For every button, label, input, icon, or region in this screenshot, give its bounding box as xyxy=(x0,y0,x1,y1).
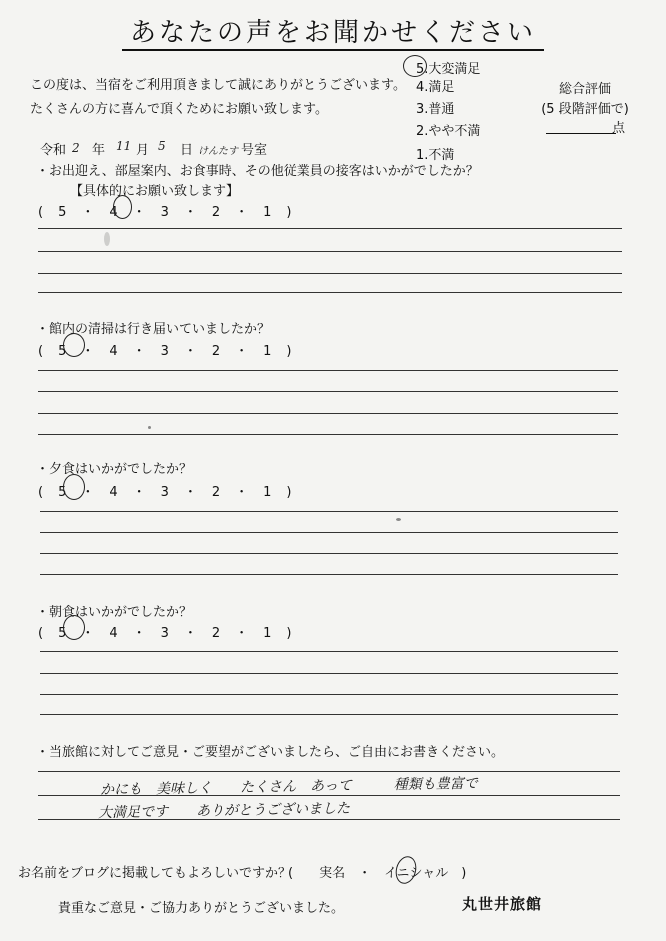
q2-line-2 xyxy=(38,391,618,392)
legend-mark-circle xyxy=(403,55,427,77)
date-room-label: 号室 xyxy=(241,143,268,158)
q1-line-1 xyxy=(38,228,622,229)
question-1-scale: ( 5 ・ 4 ・ 3 ・ 2 ・ 1 ) xyxy=(38,205,293,220)
question-3-scale: ( 5 ・ 4 ・ 3 ・ 2 ・ 1 ) xyxy=(38,485,293,500)
q3-line-2 xyxy=(40,532,618,533)
scan-speck xyxy=(148,426,151,429)
scan-speck xyxy=(396,518,401,521)
question-2-selected-circle xyxy=(63,333,85,357)
date-day-label: 日 xyxy=(180,143,194,158)
comment-line-1: かにも 美味しく たくさん あって 種類も豊富で xyxy=(99,775,478,799)
question-2-scale: ( 5 ・ 4 ・ 3 ・ 2 ・ 1 ) xyxy=(38,344,293,359)
q3-line-4 xyxy=(40,574,618,575)
rating-legend-5: 5.大変満足 xyxy=(416,62,481,77)
q1-line-2 xyxy=(38,251,622,252)
title-underline xyxy=(122,49,544,51)
summary-score-blank xyxy=(546,133,616,134)
q2-line-3 xyxy=(38,413,618,414)
comment-line-rule-2 xyxy=(38,795,620,796)
comment-line-rule-1 xyxy=(38,771,620,772)
form-title: あなたの声をお聞かせください xyxy=(129,18,536,48)
date-month-value: 11 xyxy=(116,139,132,153)
intro-line-2: たくさんの方に喜んで頂くためにお願い致します。 xyxy=(30,102,328,117)
intro-line-1: この度は、当宿をご利用頂きまして誠にありがとうございます。 xyxy=(30,78,406,93)
summary-subtitle: (5 段階評価で) xyxy=(541,102,629,117)
date-day-value: 5 xyxy=(158,139,166,153)
date-year-value: 2 xyxy=(72,141,80,155)
blog-question: お名前をブログに掲載してもよろしいですか？ xyxy=(18,866,292,881)
blog-options: ( 実名 ・ イニシャル ) xyxy=(288,866,467,881)
q2-line-4 xyxy=(38,434,618,435)
date-era: 令和 xyxy=(40,143,67,158)
summary-title: 総合評価 xyxy=(558,82,611,97)
question-1-selected-circle xyxy=(113,195,132,219)
q1-line-3 xyxy=(38,273,622,274)
question-2: ・館内の清掃は行き届いていましたか？ xyxy=(36,322,271,337)
date-room-value: けんたす xyxy=(198,146,238,157)
q3-line-1 xyxy=(40,511,618,512)
date-year-label: 年 xyxy=(92,143,106,158)
q3-line-3 xyxy=(40,553,618,554)
rating-legend-2: 2.やや不満 xyxy=(416,124,481,139)
thanks-message: 貴重なご意見・ご協力ありがとうございました。 xyxy=(58,901,345,916)
question-4: ・朝食はいかがでしたか？ xyxy=(36,605,193,620)
q2-line-1 xyxy=(38,370,618,371)
comments-prompt: ・当旅館に対してご意見・ご要望がございましたら、ご自由にお書きください。 xyxy=(36,745,505,760)
question-4-selected-circle xyxy=(63,615,85,640)
comment-line-rule-3 xyxy=(38,819,620,820)
detail-note: 【具体的にお願い致します】 xyxy=(70,184,240,199)
date-month-label: 月 xyxy=(136,143,150,158)
question-4-scale: ( 5 ・ 4 ・ 3 ・ 2 ・ 1 ) xyxy=(38,626,293,641)
blog-selected-mark xyxy=(393,854,420,886)
rating-legend-4: 4.満足 xyxy=(416,80,455,95)
hotel-name: 丸世井旅館 xyxy=(462,895,543,913)
q4-line-3 xyxy=(40,694,618,695)
q4-line-4 xyxy=(40,714,618,715)
q4-line-1 xyxy=(40,651,618,652)
question-1: ・お出迎え、部屋案内、お食事時、その他従業員の接客はいかがでしたか？ xyxy=(36,164,479,179)
question-3: ・夕食はいかがでしたか？ xyxy=(36,462,193,477)
q1-line-4 xyxy=(38,292,622,293)
rating-legend-1: 1.不満 xyxy=(416,148,455,163)
rating-legend-3: 3.普通 xyxy=(416,102,455,117)
comment-line-2: 大満足です ありがとうございました xyxy=(97,800,351,822)
q4-line-2 xyxy=(40,673,618,674)
question-3-selected-circle xyxy=(63,474,85,500)
scan-speck xyxy=(104,232,110,246)
summary-unit: 点 xyxy=(612,121,626,136)
